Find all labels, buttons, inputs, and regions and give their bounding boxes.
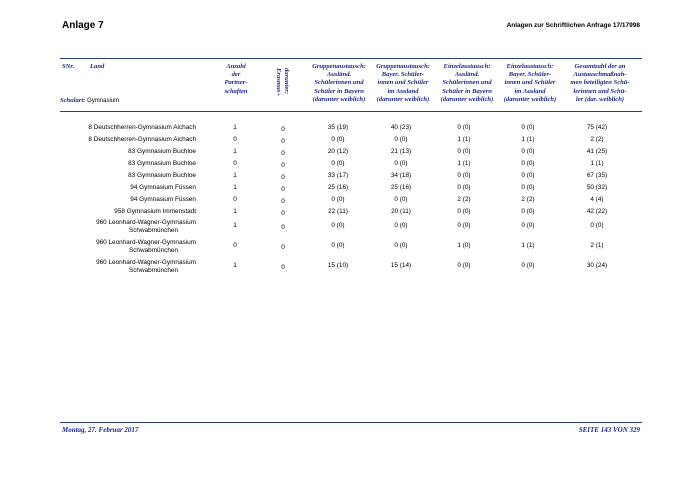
header-bottom-rule: [60, 111, 642, 112]
erasmus-count: 0: [281, 224, 285, 231]
partner-count: 1: [233, 172, 237, 179]
erasmus-count: 0: [281, 210, 285, 217]
group-foreign-value: 35 (19): [327, 124, 349, 131]
single-foreign-value: 1 (0): [457, 242, 471, 249]
total-value: 42 (22): [586, 208, 608, 215]
col-header-single-foreign: [434, 63, 500, 104]
group-foreign-value: 0 (0): [331, 222, 345, 229]
col-header-line: lerinnen und Schü-: [573, 87, 627, 95]
col-header-line: Gesamtzahl der an: [574, 63, 626, 70]
page-number: SEITE 143 VON 329: [578, 426, 640, 434]
group-foreign-value: 0 (0): [331, 196, 345, 203]
single-foreign-value: 0 (0): [457, 184, 471, 191]
school-name: [60, 259, 196, 275]
school-name: [60, 160, 196, 168]
single-bavarian-value: 1 (1): [521, 136, 535, 143]
single-foreign-value: 2 (2): [457, 196, 471, 203]
erasmus-count: 0: [281, 264, 285, 271]
partner-count: 1: [233, 124, 237, 131]
partner-count: 0: [233, 160, 237, 167]
school-name: [60, 219, 196, 235]
group-bavarian-value: 0 (0): [394, 196, 408, 203]
school-name-line: 960 Leonhard-Wagner-Gymnasium: [96, 259, 196, 266]
col-header-total: [562, 63, 638, 104]
school-name: [60, 148, 196, 156]
col-header-line: innen und Schüler: [504, 79, 556, 87]
col-header-anzahl-line: Partner-: [224, 79, 248, 87]
group-foreign-value: 0 (0): [331, 160, 345, 167]
school-type: [60, 97, 119, 104]
col-header-line: Schüler in Bayern: [442, 87, 492, 95]
total-value: 41 (25): [586, 148, 608, 155]
school-name: [60, 196, 196, 204]
school-name-line: Schwabmünchen: [128, 247, 178, 254]
col-header-line: im Ausland: [514, 87, 546, 95]
single-bavarian-value: 0 (0): [521, 124, 535, 131]
footer-date: Montag, 27. Februar 2017: [62, 426, 139, 434]
erasmus-count: 0: [281, 186, 285, 193]
col-header-anzahl-line: schaften: [224, 87, 248, 95]
single-bavarian-value: 0 (0): [521, 262, 535, 269]
school-name: [60, 239, 196, 255]
group-bavarian-value: 0 (0): [394, 136, 408, 143]
col-header-line: (darunter weiblich): [503, 95, 557, 103]
group-foreign-value: 22 (11): [328, 208, 348, 215]
single-bavarian-value: 0 (0): [521, 172, 535, 179]
col-header-line: Gruppenaustausch:: [312, 63, 366, 70]
partner-count: 0: [233, 242, 237, 249]
col-header-snr: SNr.: [62, 63, 75, 70]
header-rule: [60, 58, 642, 59]
school-name-line: 83 Gymnasium Buchloe: [128, 172, 196, 179]
group-bavarian-value: 0 (0): [394, 242, 408, 249]
school-name-line: 83 Gymnasium Buchloe: [128, 160, 196, 167]
col-header-anzahl-line: Anzahl: [226, 63, 246, 70]
group-foreign-value: 33 (17): [327, 172, 349, 179]
col-header-erasmus-line: darunter:: [283, 68, 290, 95]
col-header-line: ler (dar. weiblich): [575, 95, 625, 103]
col-header-line: Einzelaustausch:: [443, 63, 491, 70]
col-header-line: Schülerinnen und: [442, 79, 492, 87]
group-bavarian-value: 25 (16): [390, 184, 412, 191]
total-value: 50 (32): [586, 184, 608, 191]
col-header-line: innen und Schüler: [377, 79, 429, 87]
school-name: [60, 124, 196, 132]
school-name-line: Schwabmünchen: [128, 227, 178, 234]
partner-count: 1: [233, 262, 237, 269]
total-value: 1 (1): [590, 160, 604, 167]
group-bavarian-value: 40 (23): [390, 124, 412, 131]
col-header-line: Bayer. Schüler-: [508, 71, 552, 79]
single-bavarian-value: 0 (0): [521, 222, 535, 229]
annex-title: Anlage 7: [62, 20, 104, 31]
school-name: [60, 184, 196, 192]
group-bavarian-value: 0 (0): [394, 160, 408, 167]
group-foreign-value: 0 (0): [331, 242, 345, 249]
group-foreign-value: 0 (0): [331, 136, 345, 143]
single-foreign-value: 1 (1): [457, 136, 471, 143]
total-value: 67 (35): [586, 172, 608, 179]
group-bavarian-value: 20 (11): [391, 208, 411, 215]
col-header-single-bavarian: [498, 63, 562, 104]
group-foreign-value: 20 (12): [327, 148, 349, 155]
single-bavarian-value: 0 (0): [521, 160, 535, 167]
col-header-group-foreign: [306, 63, 372, 104]
col-header-line: men beteiligten Schü-: [570, 79, 630, 87]
partner-count: 1: [233, 208, 237, 215]
single-bavarian-value: 2 (2): [521, 196, 535, 203]
single-foreign-value: 0 (0): [457, 148, 471, 155]
group-foreign-value: 15 (10): [327, 262, 349, 269]
school-type-label: Schulart:: [60, 97, 86, 104]
col-header-line: Ausländ.: [454, 71, 480, 79]
school-type-value: Gymnasium: [87, 98, 120, 104]
school-name-line: 8 Deutschherren-Gymnasium Aichach: [88, 136, 196, 143]
school-name-line: 8 Deutschherren-Gymnasium Aichach: [88, 124, 196, 131]
col-header-line: Austauschmaßnah-: [573, 71, 627, 79]
group-bavarian-value: 34 (18): [390, 172, 412, 179]
school-name-line: 94 Gymnasium Füssen: [130, 184, 196, 191]
erasmus-count: 0: [281, 126, 285, 133]
erasmus-count: 0: [281, 198, 285, 205]
footer-rule: [60, 422, 642, 423]
col-header-line: Ausländ.: [326, 71, 352, 79]
single-foreign-value: 0 (0): [457, 262, 471, 269]
single-foreign-value: 0 (0): [457, 172, 471, 179]
school-name: [60, 172, 196, 180]
col-header-line: (darunter weiblich): [312, 95, 366, 103]
school-name-line: 960 Leonhard-Wagner-Gymnasium: [96, 239, 196, 246]
col-header-line: (darunter weiblich): [376, 95, 430, 103]
school-name-line: Schwabmünchen: [128, 267, 178, 274]
single-bavarian-value: 0 (0): [521, 148, 535, 155]
single-foreign-value: 0 (0): [457, 222, 471, 229]
col-header-anzahl-line: der: [231, 71, 241, 79]
total-value: 30 (24): [586, 262, 608, 269]
erasmus-count: 0: [281, 162, 285, 169]
partner-count: 0: [233, 136, 237, 143]
col-header-line: Schüler in Bayern: [314, 87, 364, 95]
col-header-line: (darunter weiblich): [440, 95, 494, 103]
group-bavarian-value: 21 (13): [390, 148, 412, 155]
school-name-line: 83 Gymnasium Buchloe: [128, 148, 196, 155]
partner-count: 1: [233, 148, 237, 155]
partner-count: 1: [233, 222, 237, 229]
col-header-line: Einzelaustausch:: [506, 63, 554, 70]
col-header-erasmus-line: Erasmus+: [275, 68, 282, 96]
total-value: 75 (42): [586, 124, 608, 131]
single-bavarian-value: 1 (1): [521, 242, 535, 249]
single-foreign-value: 1 (1): [457, 160, 471, 167]
school-name: [60, 208, 196, 216]
total-value: 0 (0): [590, 222, 604, 229]
single-foreign-value: 0 (0): [457, 208, 471, 215]
erasmus-count: 0: [281, 244, 285, 251]
single-bavarian-value: 0 (0): [521, 184, 535, 191]
school-name-line: 960 Leonhard-Wagner-Gymnasium: [96, 219, 196, 226]
school-name-line: 958 Gymnasium Immenstadt: [114, 208, 196, 215]
col-header-line: Gruppenaustausch:: [376, 63, 430, 70]
col-header-land: Land: [90, 63, 105, 70]
col-header-group-bavarian: [370, 63, 436, 104]
school-name: [60, 136, 196, 144]
col-header-line: Schülerinnen und: [314, 79, 364, 87]
col-header-anzahl: [218, 63, 254, 96]
partner-count: 1: [233, 184, 237, 191]
erasmus-count: 0: [281, 150, 285, 157]
total-value: 4 (4): [590, 196, 604, 203]
single-foreign-value: 0 (0): [457, 124, 471, 131]
school-name-line: 94 Gymnasium Füssen: [130, 196, 196, 203]
col-header-line: Bayer. Schüler-: [381, 71, 425, 79]
total-value: 2 (1): [590, 242, 604, 249]
partner-count: 0: [233, 196, 237, 203]
group-bavarian-value: 15 (14): [390, 262, 412, 269]
col-header-line: im Ausland: [387, 87, 419, 95]
single-bavarian-value: 0 (0): [521, 208, 535, 215]
document-reference: Anlagen zur Schriftlichen Anfrage 17/17998: [506, 22, 640, 29]
col-header-erasmus: [270, 68, 296, 112]
group-bavarian-value: 0 (0): [394, 222, 408, 229]
erasmus-count: 0: [281, 174, 285, 181]
group-foreign-value: 25 (16): [327, 184, 349, 191]
erasmus-count: 0: [281, 138, 285, 145]
total-value: 2 (2): [590, 136, 604, 143]
